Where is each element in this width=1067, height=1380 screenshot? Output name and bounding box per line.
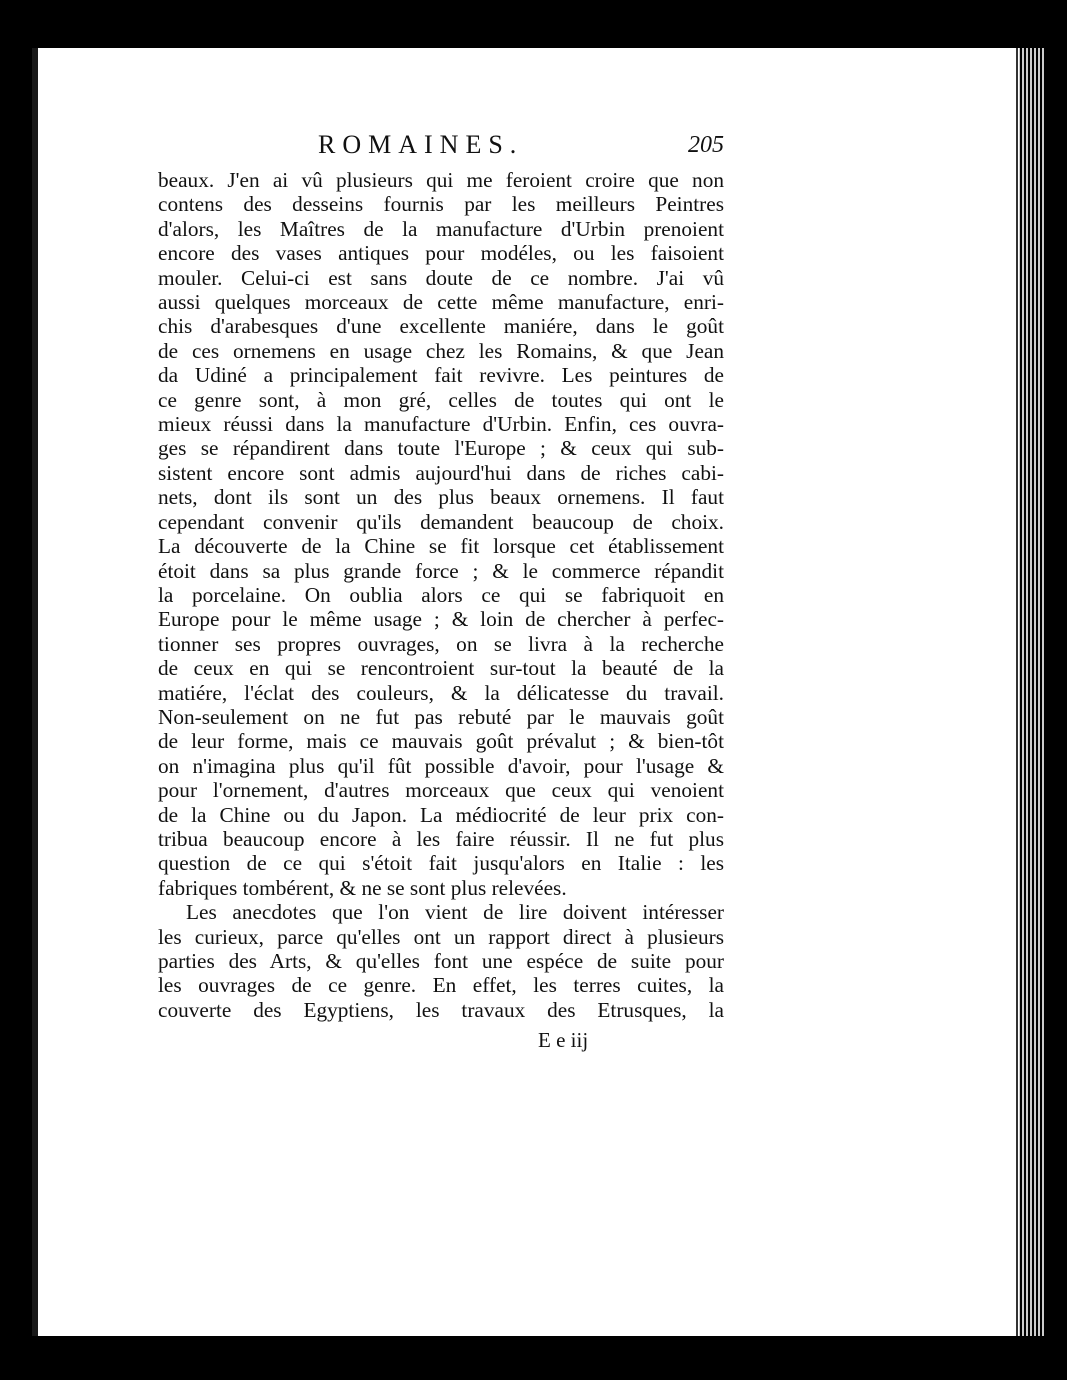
page-number: 205	[688, 132, 724, 158]
text-line: ges se répandirent dans toute l'Europe ; & ceux qui sub-	[158, 436, 724, 461]
text-line: parties des Arts, & qu'elles font une espéce de suite pour	[158, 949, 724, 973]
text-line: de leur forme, mais ce mauvais goût prévalut ; & bien-tôt	[158, 729, 724, 754]
text-line: Non-seulement on ne fut pas rebuté par le mauvais goût	[158, 704, 724, 729]
text-line: Les anecdotes que l'on vient de lire doivent intéresser	[186, 900, 724, 925]
text-line: pour l'ornement, d'autres morceaux que ceux qui venoient	[158, 778, 724, 803]
text-line: étoit dans sa plus grande force ; & le commerce répandit	[158, 558, 724, 583]
text-block	[158, 130, 724, 1022]
text-line: tionner ses propres ouvrages, on se livra à la recherche	[158, 631, 724, 656]
text-line: La découverte de la Chine se fit lorsque cet établissement	[158, 534, 724, 559]
paragraph-2	[158, 900, 724, 1022]
text-line: d'alors, les Maîtres de la manufacture d'Urbin prenoient	[158, 216, 724, 241]
text-line: Europe pour le même usage ; & loin de chercher à perfec-	[158, 607, 724, 632]
text-line: nets, dont ils sont un des plus beaux ornemens. Il faut	[158, 485, 724, 510]
text-line: question de ce qui s'étoit fait jusqu'alors en Italie : les	[158, 851, 724, 876]
page-left-edge	[32, 48, 38, 1336]
page-right-edge	[1016, 48, 1044, 1336]
text-line: les curieux, parce qu'elles ont un rapport direct à plusieurs	[158, 924, 724, 949]
text-line: couverte des Egyptiens, les travaux des Etrusques, la	[158, 997, 724, 1022]
text-line: de la Chine ou du Japon. La médiocrité de leur prix con-	[158, 802, 724, 827]
paragraph-1	[158, 168, 724, 900]
text-line: fabriques tombérent, & ne se sont plus relevées.	[158, 875, 567, 900]
running-title: ROMAINES.	[318, 130, 524, 159]
text-line: tribua beaucoup encore à les faire réussir. Il ne fut plus	[158, 826, 724, 851]
text-line: cependant convenir qu'ils demandent beaucoup de choix.	[158, 509, 724, 534]
signature-mark: E e iij	[538, 1028, 589, 1052]
text-line: contens des desseins fournis par les meilleurs Peintres	[158, 192, 724, 217]
text-line: da Udiné a principalement fait revivre. Les peintures de	[158, 363, 724, 388]
text-line: mieux réussi dans la manufacture d'Urbin. Enfin, ces ouvra-	[158, 412, 724, 437]
text-line: de ceux en qui se rencontroient sur-tout la beauté de la	[158, 656, 724, 681]
text-line: la porcelaine. On oublia alors ce qui se fabriquoit en	[158, 582, 724, 607]
text-line: les ouvrages de ce genre. En effet, les terres cuites, la	[158, 973, 724, 998]
text-line: mouler. Celui-ci est sans doute de ce nombre. J'ai vû	[158, 265, 724, 290]
text-line: matiére, l'éclat des couleurs, & la délicatesse du travail.	[158, 680, 724, 705]
text-line: aussi quelques morceaux de cette même manufacture, enri-	[158, 290, 724, 315]
text-line: beaux. J'en ai vû plusieurs qui me feroient croire que non	[158, 168, 724, 192]
text-line: sistent encore sont admis aujourd'hui dans de riches cabi-	[158, 460, 724, 485]
running-head	[158, 130, 724, 168]
text-line: on n'imagina plus qu'il fût possible d'avoir, pour l'usage &	[158, 753, 724, 778]
text-line: ce genre sont, à mon gré, celles de toutes qui ont le	[158, 387, 724, 412]
text-line: chis d'arabesques d'une excellente maniére, dans le goût	[158, 314, 724, 339]
text-line: de ces ornemens en usage chez les Romains, & que Jean	[158, 338, 724, 363]
text-line: encore des vases antiques pour modéles, ou les faisoient	[158, 241, 724, 266]
